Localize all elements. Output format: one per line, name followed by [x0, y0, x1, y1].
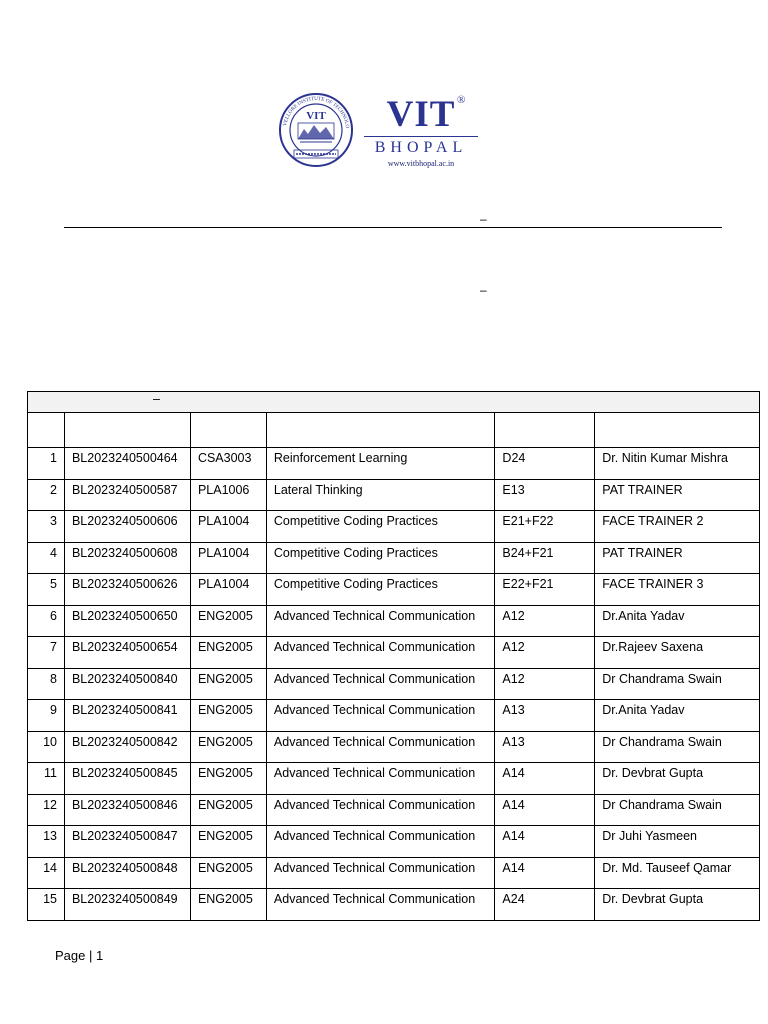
- cell-sno: 7: [28, 637, 65, 669]
- cell-sno: 9: [28, 700, 65, 732]
- cell-sno: 14: [28, 857, 65, 889]
- cell-slot: E21+F22: [495, 511, 595, 543]
- cell-reg-no: BL2023240500464: [64, 448, 190, 480]
- cell-course-code: ENG2005: [190, 857, 266, 889]
- cell-slot: A14: [495, 826, 595, 858]
- table-row: [28, 542, 760, 574]
- table-row: [28, 763, 760, 795]
- cell-sno: 13: [28, 826, 65, 858]
- table-row: [28, 668, 760, 700]
- cell-course-title: Advanced Technical Communication: [266, 826, 495, 858]
- cell-course-code: ENG2005: [190, 763, 266, 795]
- table-row: [28, 826, 760, 858]
- cell-course-title: Advanced Technical Communication: [266, 857, 495, 889]
- cell-course-title: Competitive Coding Practices: [266, 574, 495, 606]
- col-header-reg-no: [64, 413, 190, 448]
- table-row: [28, 731, 760, 763]
- cell-reg-no: BL2023240500587: [64, 479, 190, 511]
- cell-course-title: Advanced Technical Communication: [266, 763, 495, 795]
- cell-sno: 4: [28, 542, 65, 574]
- cell-course-code: ENG2005: [190, 605, 266, 637]
- cell-course-code: ENG2005: [190, 668, 266, 700]
- cell-course-title: Advanced Technical Communication: [266, 605, 495, 637]
- cell-faculty: Dr. Devbrat Gupta: [595, 889, 760, 921]
- cell-course-title: Advanced Technical Communication: [266, 637, 495, 669]
- cell-course-title: Reinforcement Learning: [266, 448, 495, 480]
- col-header-slot: [495, 413, 595, 448]
- cell-course-code: ENG2005: [190, 637, 266, 669]
- wordmark-divider: [364, 136, 478, 137]
- vit-seal-icon: [278, 92, 358, 172]
- cell-course-code: PLA1004: [190, 574, 266, 606]
- cell-sno: 12: [28, 794, 65, 826]
- cell-reg-no: BL2023240500626: [64, 574, 190, 606]
- table-row: [28, 511, 760, 543]
- cell-faculty: Dr Juhi Yasmeen: [595, 826, 760, 858]
- col-header-sno: [28, 413, 65, 448]
- cell-faculty: Dr Chandrama Swain: [595, 794, 760, 826]
- cell-faculty: Dr Chandrama Swain: [595, 668, 760, 700]
- cell-reg-no: BL2023240500841: [64, 700, 190, 732]
- cell-faculty: Dr. Nitin Kumar Mishra: [595, 448, 760, 480]
- cell-course-title: Advanced Technical Communication: [266, 889, 495, 921]
- cell-slot: A13: [495, 700, 595, 732]
- cell-slot: A14: [495, 794, 595, 826]
- table-title-row: [28, 392, 760, 413]
- cell-reg-no: BL2023240500846: [64, 794, 190, 826]
- campus-name: BHOPAL: [374, 139, 468, 156]
- cell-faculty: Dr Chandrama Swain: [595, 731, 760, 763]
- subtitle-dash: –: [480, 283, 487, 297]
- cell-course-code: PLA1004: [190, 511, 266, 543]
- cell-course-code: ENG2005: [190, 889, 266, 921]
- website-url: www.vitbhopal.ac.in: [387, 159, 455, 168]
- vit-wordmark: [362, 96, 480, 168]
- cell-sno: 6: [28, 605, 65, 637]
- cell-faculty: PAT TRAINER: [595, 542, 760, 574]
- cell-sno: 5: [28, 574, 65, 606]
- cell-faculty: Dr.Anita Yadav: [595, 700, 760, 732]
- cell-course-code: ENG2005: [190, 794, 266, 826]
- cell-reg-no: BL2023240500840: [64, 668, 190, 700]
- table-row: [28, 857, 760, 889]
- svg-text:VIT: VIT: [306, 110, 326, 122]
- cell-reg-no: BL2023240500845: [64, 763, 190, 795]
- cell-course-code: PLA1006: [190, 479, 266, 511]
- cell-reg-no: BL2023240500654: [64, 637, 190, 669]
- cell-slot: A14: [495, 857, 595, 889]
- cell-faculty: PAT TRAINER: [595, 479, 760, 511]
- cell-slot: E22+F21: [495, 574, 595, 606]
- cell-course-title: Advanced Technical Communication: [266, 668, 495, 700]
- col-header-faculty: [595, 413, 760, 448]
- table-row: [28, 637, 760, 669]
- cell-slot: B24+F21: [495, 542, 595, 574]
- col-header-course: [266, 413, 495, 448]
- cell-slot: E13: [495, 479, 595, 511]
- table-row: [28, 889, 760, 921]
- cell-faculty: Dr.Rajeev Saxena: [595, 637, 760, 669]
- cell-reg-no: BL2023240500842: [64, 731, 190, 763]
- cell-course-code: CSA3003: [190, 448, 266, 480]
- registered-mark: ®: [457, 94, 466, 106]
- cell-reg-no: BL2023240500849: [64, 889, 190, 921]
- cell-slot: A13: [495, 731, 595, 763]
- cell-sno: 10: [28, 731, 65, 763]
- col-header-code: [190, 413, 266, 448]
- allotment-table: [27, 391, 760, 921]
- table-row: [28, 700, 760, 732]
- title-dash: –: [480, 212, 487, 226]
- cell-reg-no: BL2023240500847: [64, 826, 190, 858]
- cell-sno: 15: [28, 889, 65, 921]
- cell-course-code: ENG2005: [190, 731, 266, 763]
- table-row: [28, 794, 760, 826]
- cell-faculty: Dr.Anita Yadav: [595, 605, 760, 637]
- cell-reg-no: BL2023240500608: [64, 542, 190, 574]
- cell-faculty: FACE TRAINER 3: [595, 574, 760, 606]
- cell-sno: 1: [28, 448, 65, 480]
- page-number: Page | 1: [55, 948, 104, 963]
- cell-slot: A12: [495, 637, 595, 669]
- cell-slot: A12: [495, 605, 595, 637]
- cell-faculty: FACE TRAINER 2: [595, 511, 760, 543]
- cell-slot: A14: [495, 763, 595, 795]
- title-rule: [64, 227, 722, 228]
- cell-slot: A12: [495, 668, 595, 700]
- cell-course-title: Advanced Technical Communication: [266, 700, 495, 732]
- cell-course-title: Competitive Coding Practices: [266, 542, 495, 574]
- cell-course-code: ENG2005: [190, 826, 266, 858]
- table-row: [28, 605, 760, 637]
- cell-course-title: Advanced Technical Communication: [266, 794, 495, 826]
- cell-sno: 3: [28, 511, 65, 543]
- table-title-cell: [28, 392, 760, 413]
- cell-reg-no: BL2023240500848: [64, 857, 190, 889]
- cell-course-code: PLA1004: [190, 542, 266, 574]
- cell-slot: A24: [495, 889, 595, 921]
- cell-course-code: ENG2005: [190, 700, 266, 732]
- table-title-dash: –: [153, 392, 160, 406]
- cell-slot: D24: [495, 448, 595, 480]
- cell-faculty: Dr. Md. Tauseef Qamar: [595, 857, 760, 889]
- table-row: [28, 479, 760, 511]
- table-row: [28, 574, 760, 606]
- cell-course-title: Advanced Technical Communication: [266, 731, 495, 763]
- cell-sno: 8: [28, 668, 65, 700]
- cell-sno: 2: [28, 479, 65, 511]
- vit-title: VIT: [386, 94, 456, 135]
- cell-course-title: Competitive Coding Practices: [266, 511, 495, 543]
- svg-text:VELLORE INSTITUTE OF TECHNOLOG: VELLORE INSTITUTE OF TECHNOLO: [282, 95, 350, 129]
- cell-course-title: Lateral Thinking: [266, 479, 495, 511]
- cell-reg-no: BL2023240500606: [64, 511, 190, 543]
- table-row: [28, 448, 760, 480]
- cell-sno: 11: [28, 763, 65, 795]
- column-header-row: [28, 413, 760, 448]
- cell-reg-no: BL2023240500650: [64, 605, 190, 637]
- cell-faculty: Dr. Devbrat Gupta: [595, 763, 760, 795]
